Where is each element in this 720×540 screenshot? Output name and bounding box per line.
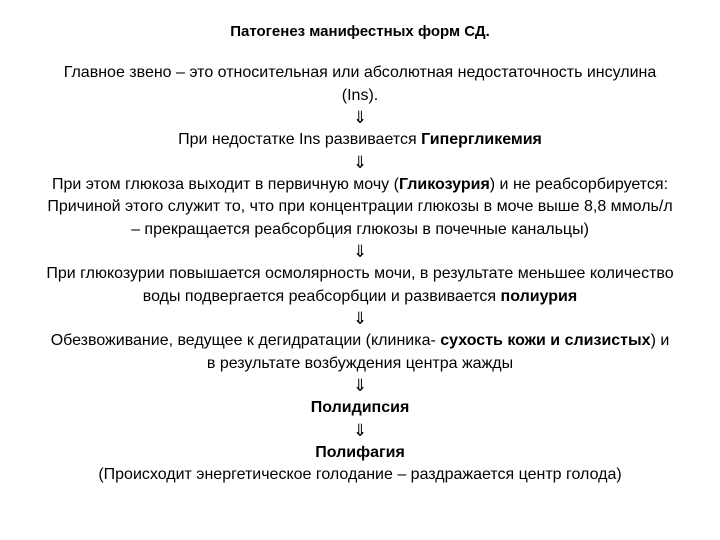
glucosuria-text-pre: При этом глюкоза выходит в первичную мочу ( (51, 175, 399, 193)
dehydration-step (46, 330, 674, 375)
down-arrow-icon: ⇓ (352, 309, 368, 329)
hyperglycemia-term: Гипергликемия (421, 131, 542, 148)
down-arrow-icon: ⇓ (352, 152, 368, 173)
polydipsia-term: Полидипсия (310, 399, 410, 416)
hyperglycemia-text: При недостатке Ins развивается (178, 131, 422, 148)
glucosuria-term: Гликозурия (398, 175, 490, 193)
polyuria-text: При глюкозурии повышается осмолярность мочи, в результате меньшее количество воды подвергается реабсорбции и развивается (46, 265, 674, 305)
down-arrow-icon: ⇓ (352, 242, 368, 262)
glucosuria-step (46, 174, 674, 242)
glucosuria-text-post: ) и не реабсорбируется: Причиной этого служит то, что при концентрации глюкозы в моче выше 8,8 ммоль/л – прекращается реабсорбция глюкозы в почечные канальцы) (47, 175, 673, 238)
main-link-text: Главное звено – это относительная или абсолютная недостаточность инсулина (Ins). (63, 64, 657, 104)
dehydration-text-pre: Обезвоживание, ведущее к дегидратации (клиника- (50, 332, 441, 349)
hyperglycemia-step (46, 129, 674, 152)
page-title: Патогенез манифестных форм СД. (230, 23, 490, 40)
dehydration-text-post: ) и в результате возбуждения центра жажды (206, 332, 670, 372)
down-arrow-icon: ⇓ (352, 376, 368, 396)
pathogenesis-flow (46, 62, 674, 487)
polyphagia-term: Полифагия (315, 443, 405, 461)
dehydration-term: сухость кожи и слизистых (440, 332, 651, 349)
polyuria-step (46, 263, 674, 308)
polyphagia-note: (Происходит энергетическое голодание – раздражается центр голода) (98, 466, 622, 483)
down-arrow-icon: ⇓ (352, 420, 368, 441)
polyuria-term: полиурия (500, 287, 578, 305)
down-arrow-icon: ⇓ (352, 108, 368, 128)
